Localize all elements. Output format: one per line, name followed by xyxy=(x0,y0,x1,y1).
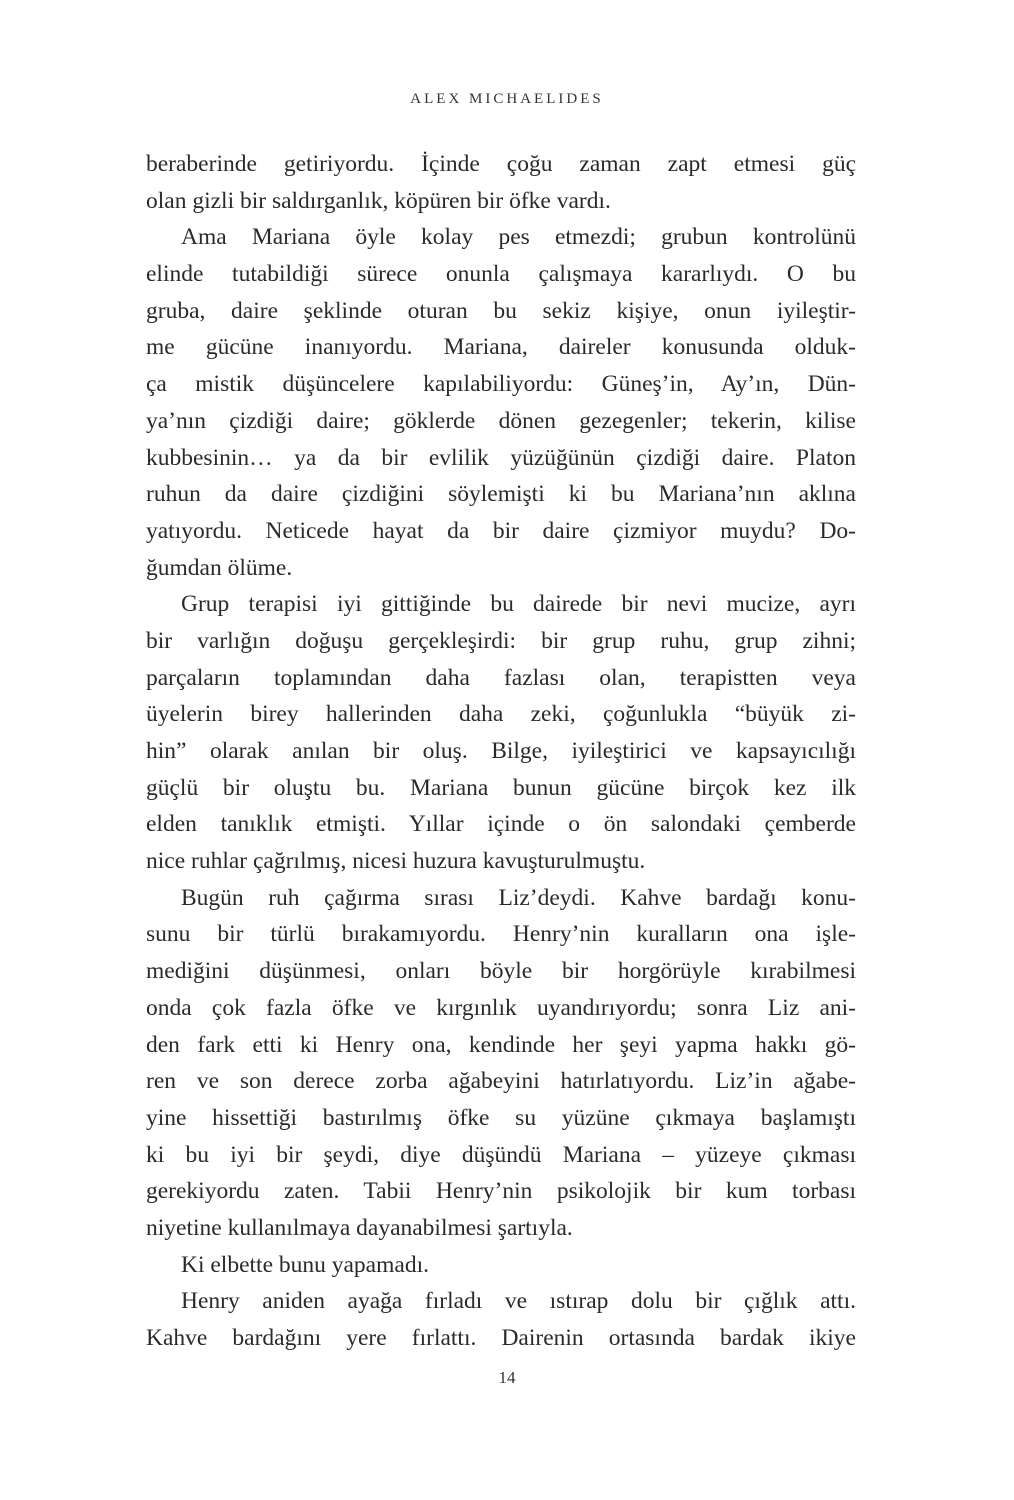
text-line: Ki elbette bunu yapamadı. xyxy=(181,1251,429,1278)
text-line: niyetine kullanılmaya dayanabilmesi şartıyla. xyxy=(146,1214,573,1241)
text-line: ren ve son derece zorba ağabeyini hatırlatıyordu. Liz’in ağabe- xyxy=(146,1068,856,1095)
paragraph xyxy=(146,1283,856,1356)
text-line: ya’nın çizdiği daire; göklerde dönen gezegenler; tekerin, kilise xyxy=(146,407,856,434)
text-line: Ama Mariana öyle kolay pes etmezdi; grubun kontrolünü xyxy=(181,224,856,251)
text-line: Henry aniden ayağa fırladı ve ıstırap dolu bir çığlık attı. xyxy=(181,1288,856,1315)
paragraph xyxy=(146,880,856,1247)
paragraph xyxy=(146,586,856,880)
text-line: me gücüne inanıyordu. Mariana, daireler konusunda olduk- xyxy=(146,334,856,361)
text-line: onda çok fazla öfke ve kırgınlık uyandırıyordu; sonra Liz ani- xyxy=(146,994,856,1021)
text-line: beraberinde getiriyordu. İçinde çoğu zaman zapt etmesi güç xyxy=(146,151,856,177)
text-line: parçaların toplamından daha fazlası olan, terapistten veya xyxy=(146,664,856,691)
text-line: ça mistik düşüncelere kapılabiliyordu: Güneş’in, Ay’ın, Dün- xyxy=(146,371,856,398)
text-line: Bugün ruh çağırma sırası Liz’deydi. Kahve bardağı konu- xyxy=(181,884,856,911)
text-line: ğumdan ölüme. xyxy=(146,554,293,581)
text-line: sunu bir türlü bırakamıyordu. Henry’nin kuralların ona işle- xyxy=(146,921,856,948)
text-line: güçlü bir oluştu bu. Mariana bunun gücüne birçok kez ilk xyxy=(146,774,856,801)
paragraph xyxy=(146,146,856,219)
page-number: 14 xyxy=(498,1368,516,1387)
text-line: nice ruhlar çağrılmış, nicesi huzura kavuşturulmuştu. xyxy=(146,848,646,875)
text-line: ki bu iyi bir şeydi, diye düşündü Mariana – yüzeye çıkması xyxy=(146,1141,856,1168)
text-line: kubbesinin… ya da bir evlilik yüzüğünün çizdiği daire. Platon xyxy=(146,444,856,471)
text-line: yatıyordu. Neticede hayat da bir daire çizmiyor muydu? Do- xyxy=(146,517,856,544)
text-line: elinde tutabildiği sürece onunla çalışmaya kararlıydı. O bu xyxy=(146,261,856,288)
text-line: den fark etti ki Henry ona, kendinde her şeyi yapma hakkı gö- xyxy=(146,1031,856,1058)
text-line: yine hissettiği bastırılmış öfke su yüzüne çıkmaya başlamıştı xyxy=(146,1104,856,1131)
text-line: gruba, daire şeklinde oturan bu sekiz kişiye, onun iyileştir- xyxy=(146,297,856,324)
paragraph xyxy=(146,219,856,586)
text-line: elden tanıklık etmişti. Yıllar içinde o ön salondaki çemberde xyxy=(146,811,856,838)
body-text xyxy=(146,146,856,1357)
text-line: hin” olarak anılan bir oluş. Bilge, iyileştirici ve kapsayıcılığı xyxy=(146,738,856,764)
text-line: olan gizli bir saldırganlık, köpüren bir öfke vardı. xyxy=(146,187,611,214)
text-line: bir varlığın doğuşu gerçekleşirdi: bir grup ruhu, grup zihni; xyxy=(146,627,856,654)
running-head: ALEX MICHAELIDES xyxy=(410,91,604,107)
paragraph xyxy=(146,1247,856,1284)
text-line: gerekiyordu zaten. Tabii Henry’nin psikolojik bir kum torbası xyxy=(146,1178,856,1205)
text-line: mediğini düşünmesi, onları böyle bir horgörüyle kırabilmesi xyxy=(146,958,856,985)
text-line: Kahve bardağını yere fırlattı. Dairenin ortasında bardak ikiye xyxy=(146,1325,856,1351)
text-line: üyelerin birey hallerinden daha zeki, çoğunlukla “büyük zi- xyxy=(146,701,856,728)
text-line: ruhun da daire çizdiğini söylemişti ki bu Mariana’nın aklına xyxy=(146,481,856,508)
text-line: Grup terapisi iyi gittiğinde bu dairede bir nevi mucize, ayrı xyxy=(181,591,856,618)
